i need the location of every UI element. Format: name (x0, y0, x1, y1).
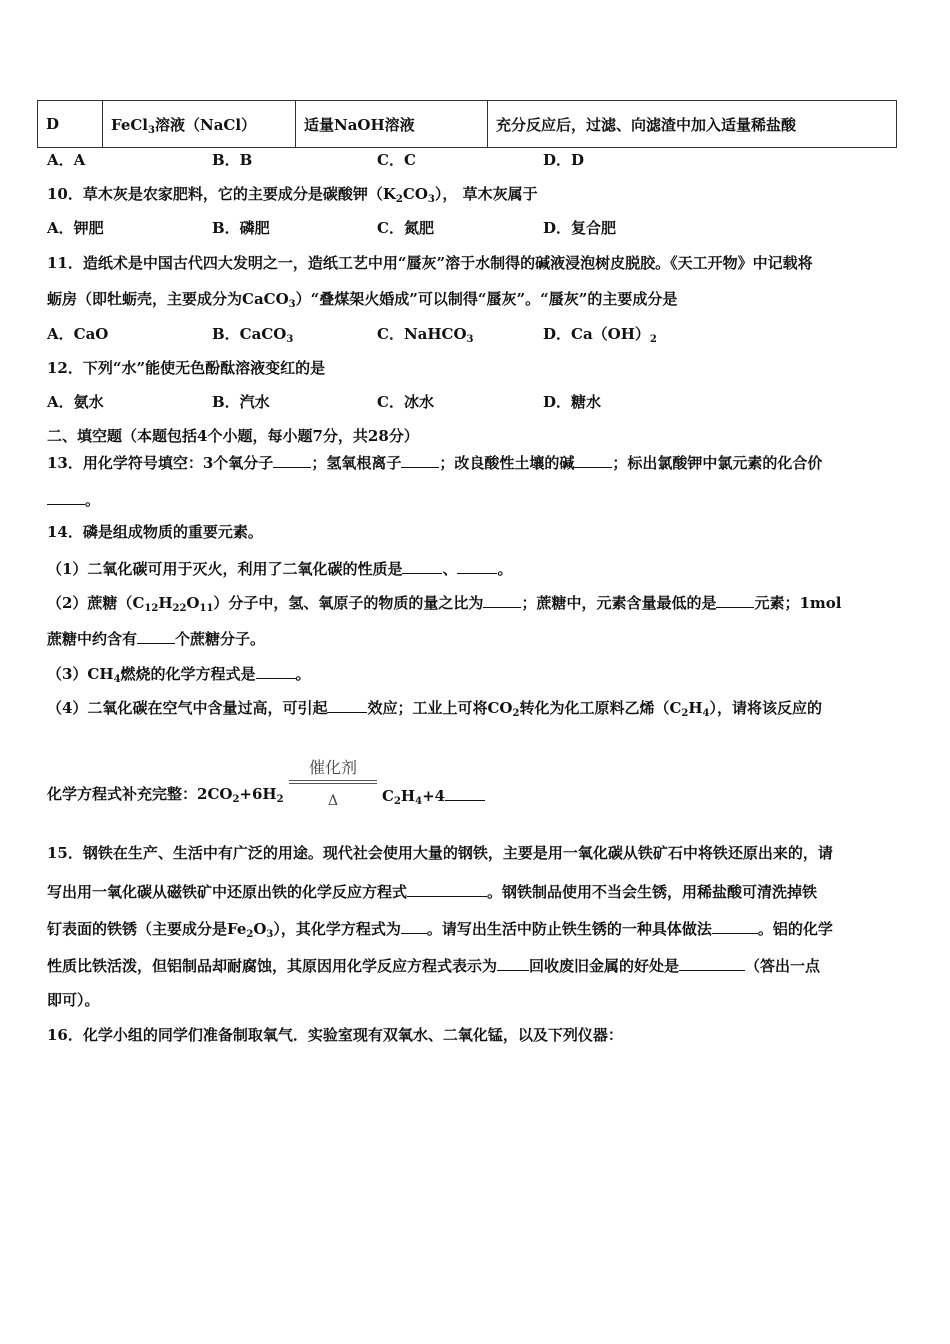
heat-symbol: Δ (327, 793, 339, 809)
q14-stem: 14．磷是组成物质的重要元素。 (47, 523, 263, 541)
reaction-condition (289, 758, 377, 810)
q10-option-c: C．氮肥 (377, 219, 434, 237)
q16-stem: 16．化学小组的同学们准备制取氧气．实验室现有双氧水、二氧化锰，以及下列仪器： (47, 1026, 623, 1044)
q9-option-a: A．A (47, 151, 86, 169)
q10-option-d: D．复合肥 (543, 219, 617, 237)
q14-part4: （4）二氧化碳在空气中含量过高，可引起 效应；工业上可将$CO_2$转化为化工原料乙烯$(C_2H_4)$，请将该反应的 (47, 696, 822, 718)
q15-line4: 性质比铁活泼，但铝制品却耐腐蚀，其原因用化学反应方程式表示为 回收废旧金属的好处是 （答出一点 (47, 954, 820, 976)
method-cell: 充分反应后，过滤、向滤渣中加入适量稀盐酸 (488, 101, 897, 148)
row-label: D (38, 101, 103, 148)
q14-equation-right: $C_2H_4+4$ (382, 784, 485, 806)
q13-line1: 13．用化学符号填空：3个氧分子 ；氢氧根离子 ；改良酸性土壤的碱 ；标出氯酸钾中氯元素的化合价 (47, 451, 822, 473)
q12-option-a: A．氨水 (47, 393, 104, 411)
q11-option-a: A．CaO (47, 325, 109, 343)
q11-option-c: C．NaHCO$_3$ (377, 325, 474, 345)
q14-part2-line1: （2）蔗糖$(C_{12}H_{22}O_{11})$分子中，氢、氧原子的物质的量之比为 ；蔗糖中，元素含量最低的是 元素；1mol (47, 591, 841, 613)
q14-equation-left: 化学方程式补充完整：$2CO_2+6H_2$ (47, 785, 284, 805)
q15-line3: 钉表面的铁锈（主要成分是$Fe_2O_3$），其化学方程式为 。请写出生活中防止铁生锈的一种具体做法 。铝的化学 (47, 917, 833, 939)
q15-line5: 即可）。 (47, 991, 100, 1009)
catalyst-label: 催化剂 (308, 758, 357, 777)
q12-option-b: B．汽水 (212, 393, 270, 411)
q12-option-c: C．冰水 (377, 393, 434, 411)
q10-option-a: A．钾肥 (47, 219, 104, 237)
q11-option-d: D．$Ca(OH)_2$ (543, 325, 657, 345)
q12-option-d: D．糖水 (543, 393, 602, 411)
options-table (37, 100, 897, 148)
q11-stem-line2: 蛎房（即牡蛎壳，主要成分为CaCO$_3$）“叠煤架火婚成”可以制得“蜃灰”。“蜃灰”的主要成分是 (47, 290, 678, 310)
section-heading: 二、填空题（本题包括4个小题，每小题7分，共28分） (47, 427, 419, 445)
q15-line1: 15．钢铁在生产、生活中有广泛的用途。现代社会使用大量的钢铁，主要是用一氧化碳从铁矿石中将铁还原出来的，请 (47, 844, 833, 862)
reaction-arrow (289, 780, 377, 784)
reagent-cell: 适量NaOH溶液 (296, 101, 488, 148)
q10-option-b: B．磷肥 (212, 219, 270, 237)
q11-stem-line1: 11．造纸术是中国古代四大发明之一，造纸工艺中用“蜃灰”溶于水制得的碱液浸泡树皮脱胶。《天工开物》中记载将 (47, 254, 813, 272)
substance-cell: FeCl$_3$溶液（NaCl） (103, 101, 296, 148)
q14-part3: $(3)CH_4$燃烧的化学方程式是 。 (47, 662, 311, 684)
q15-line2: 写出用一氧化碳从磁铁矿中还原出铁的化学反应方程式 。钢铁制品使用不当会生锈，用稀盐酸可清洗掉铁 (47, 880, 817, 902)
q9-option-c: C．C (377, 151, 416, 169)
q9-option-b: B．B (212, 151, 253, 169)
q14-part1: （1）二氧化碳可用于灭火，利用了二氧化碳的性质是 、 。 (47, 557, 512, 579)
q14-part2-line2: 蔗糖中约含有 个蔗糖分子。 (47, 627, 265, 649)
q9-option-d: D．D (543, 151, 585, 169)
q13-line2: 。 (47, 488, 100, 510)
q12-stem: 12．下列“水”能使无色酚酞溶液变红的是 (47, 359, 326, 377)
table-row (38, 101, 897, 148)
q11-option-b: B．CaCO$_3$ (212, 325, 294, 345)
q10-stem: 10．草木灰是农家肥料，它的主要成分是碳酸钾$(K_2CO_3)$， 草木灰属于 (47, 185, 538, 205)
